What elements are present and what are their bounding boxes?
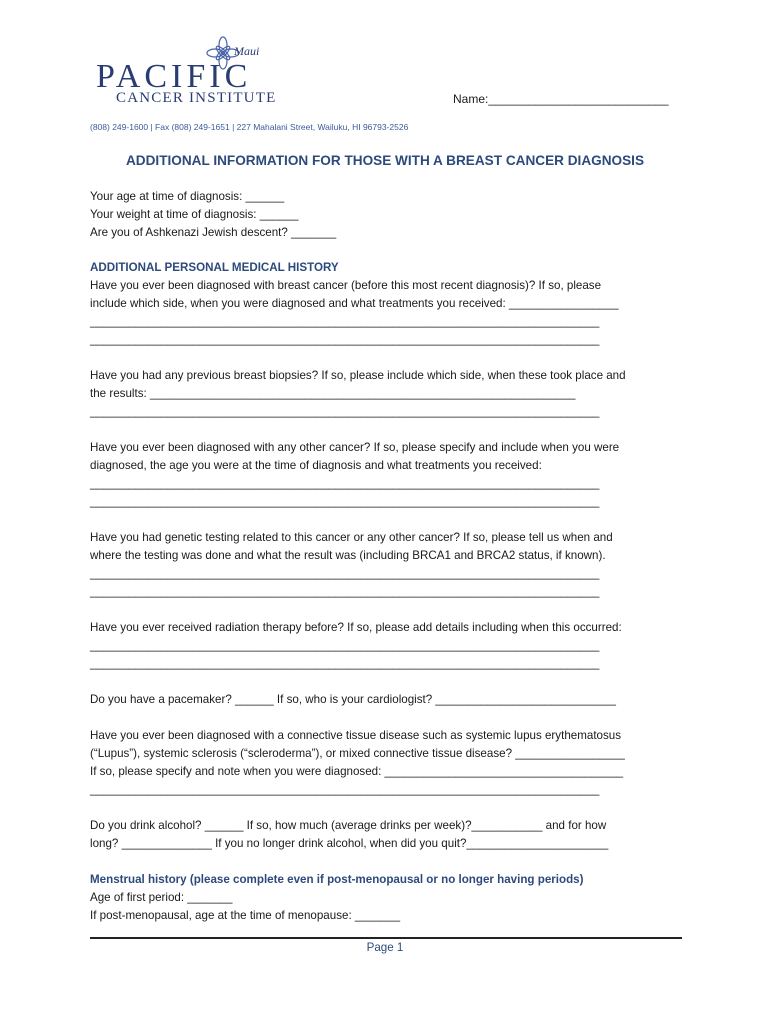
weight-at-diagnosis-field[interactable]: Your weight at time of diagnosis: ______ [90, 208, 299, 221]
answer-line[interactable]: If so, please specify and note when you were diagnosed: _____________________________________ [90, 765, 624, 778]
medical-history-heading: ADDITIONAL PERSONAL MEDICAL HISTORY [90, 261, 339, 274]
answer-line[interactable]: _______________________________________________________________________________ [90, 315, 600, 328]
answer-line[interactable]: _______________________________________________________________________________ [90, 657, 600, 670]
question-other-cancer: Have you ever been diagnosed with any other cancer? If so, please specify and include when you were [90, 441, 620, 454]
question-prior-breast-cancer: Have you ever been diagnosed with breast cancer (before this most recent diagnosis)? If so, please [90, 279, 602, 292]
answer-line[interactable]: _______________________________________________________________________________ [90, 585, 600, 598]
question-other-cancer-cont: diagnosed, the age you were at the time of diagnosis and what treatments you received: [90, 459, 542, 472]
logo-pacific-text: PACIFIC [96, 58, 252, 95]
question-pacemaker[interactable]: Do you have a pacemaker? ______ If so, who is your cardiologist? ____________________________ [90, 693, 616, 706]
first-period-field[interactable]: Age of first period: _______ [90, 891, 233, 904]
answer-line[interactable]: _______________________________________________________________________________ [90, 567, 600, 580]
question-radiation-therapy: Have you ever received radiation therapy before? If so, please add details including when this occurred: [90, 621, 622, 634]
answer-line[interactable]: _______________________________________________________________________________ [90, 495, 600, 508]
pacific-cancer-institute-logo [96, 36, 306, 110]
answer-line[interactable]: the results: __________________________________________________________________ [90, 387, 576, 400]
footer-divider [90, 937, 682, 939]
menopause-age-field[interactable]: If post-menopausal, age at the time of menopause: _______ [90, 909, 401, 922]
question-connective-tissue: Have you ever been diagnosed with a connective tissue disease such as systemic lupus erythematosus [90, 729, 622, 742]
question-alcohol[interactable]: Do you drink alcohol? ______ If so, how much (average drinks per week)?___________ and for how [90, 819, 607, 832]
contact-info: (808) 249-1600 | Fax (808) 249-1651 | 227 Mahalani Street, Wailuku, HI 96793-2526 [90, 122, 409, 132]
logo-maui-text: Maui [234, 44, 260, 58]
question-genetic-testing-cont: where the testing was done and what the result was (including BRCA1 and BRCA2 status, if known). [90, 549, 606, 562]
name-field[interactable]: Name:___________________________ [453, 92, 669, 106]
question-breast-biopsies: Have you had any previous breast biopsies? If so, please include which side, when these took place and [90, 369, 626, 382]
answer-line[interactable]: _______________________________________________________________________________ [90, 639, 600, 652]
question-genetic-testing: Have you had genetic testing related to this cancer or any other cancer? If so, please tell us when and [90, 531, 613, 544]
answer-line[interactable]: (“Lupus”), systemic sclerosis (“scleroderma”), or mixed connective tissue disease? _________________ [90, 747, 625, 760]
ashkenazi-descent-field[interactable]: Are you of Ashkenazi Jewish descent? _______ [90, 226, 337, 239]
answer-line[interactable]: include which side, when you were diagnosed and what treatments you received: _________________ [90, 297, 619, 310]
question-alcohol-cont[interactable]: long? ______________ If you no longer drink alcohol, when did you quit?______________________ [90, 837, 609, 850]
answer-line[interactable]: _______________________________________________________________________________ [90, 783, 600, 796]
form-content [90, 188, 690, 925]
form-title: ADDITIONAL INFORMATION FOR THOSE WITH A BREAST CANCER DIAGNOSIS [125, 153, 645, 168]
logo-subtitle: CANCER INSTITUTE [116, 90, 277, 106]
answer-line[interactable]: _______________________________________________________________________________ [90, 333, 600, 346]
menstrual-history-heading: Menstrual history (please complete even if post-menopausal or no longer having periods) [90, 873, 584, 886]
age-at-diagnosis-field[interactable]: Your age at time of diagnosis: ______ [90, 190, 285, 203]
answer-line[interactable]: _______________________________________________________________________________ [90, 477, 600, 490]
page-number: Page 1 [366, 941, 404, 954]
answer-line[interactable]: _______________________________________________________________________________ [90, 405, 600, 418]
